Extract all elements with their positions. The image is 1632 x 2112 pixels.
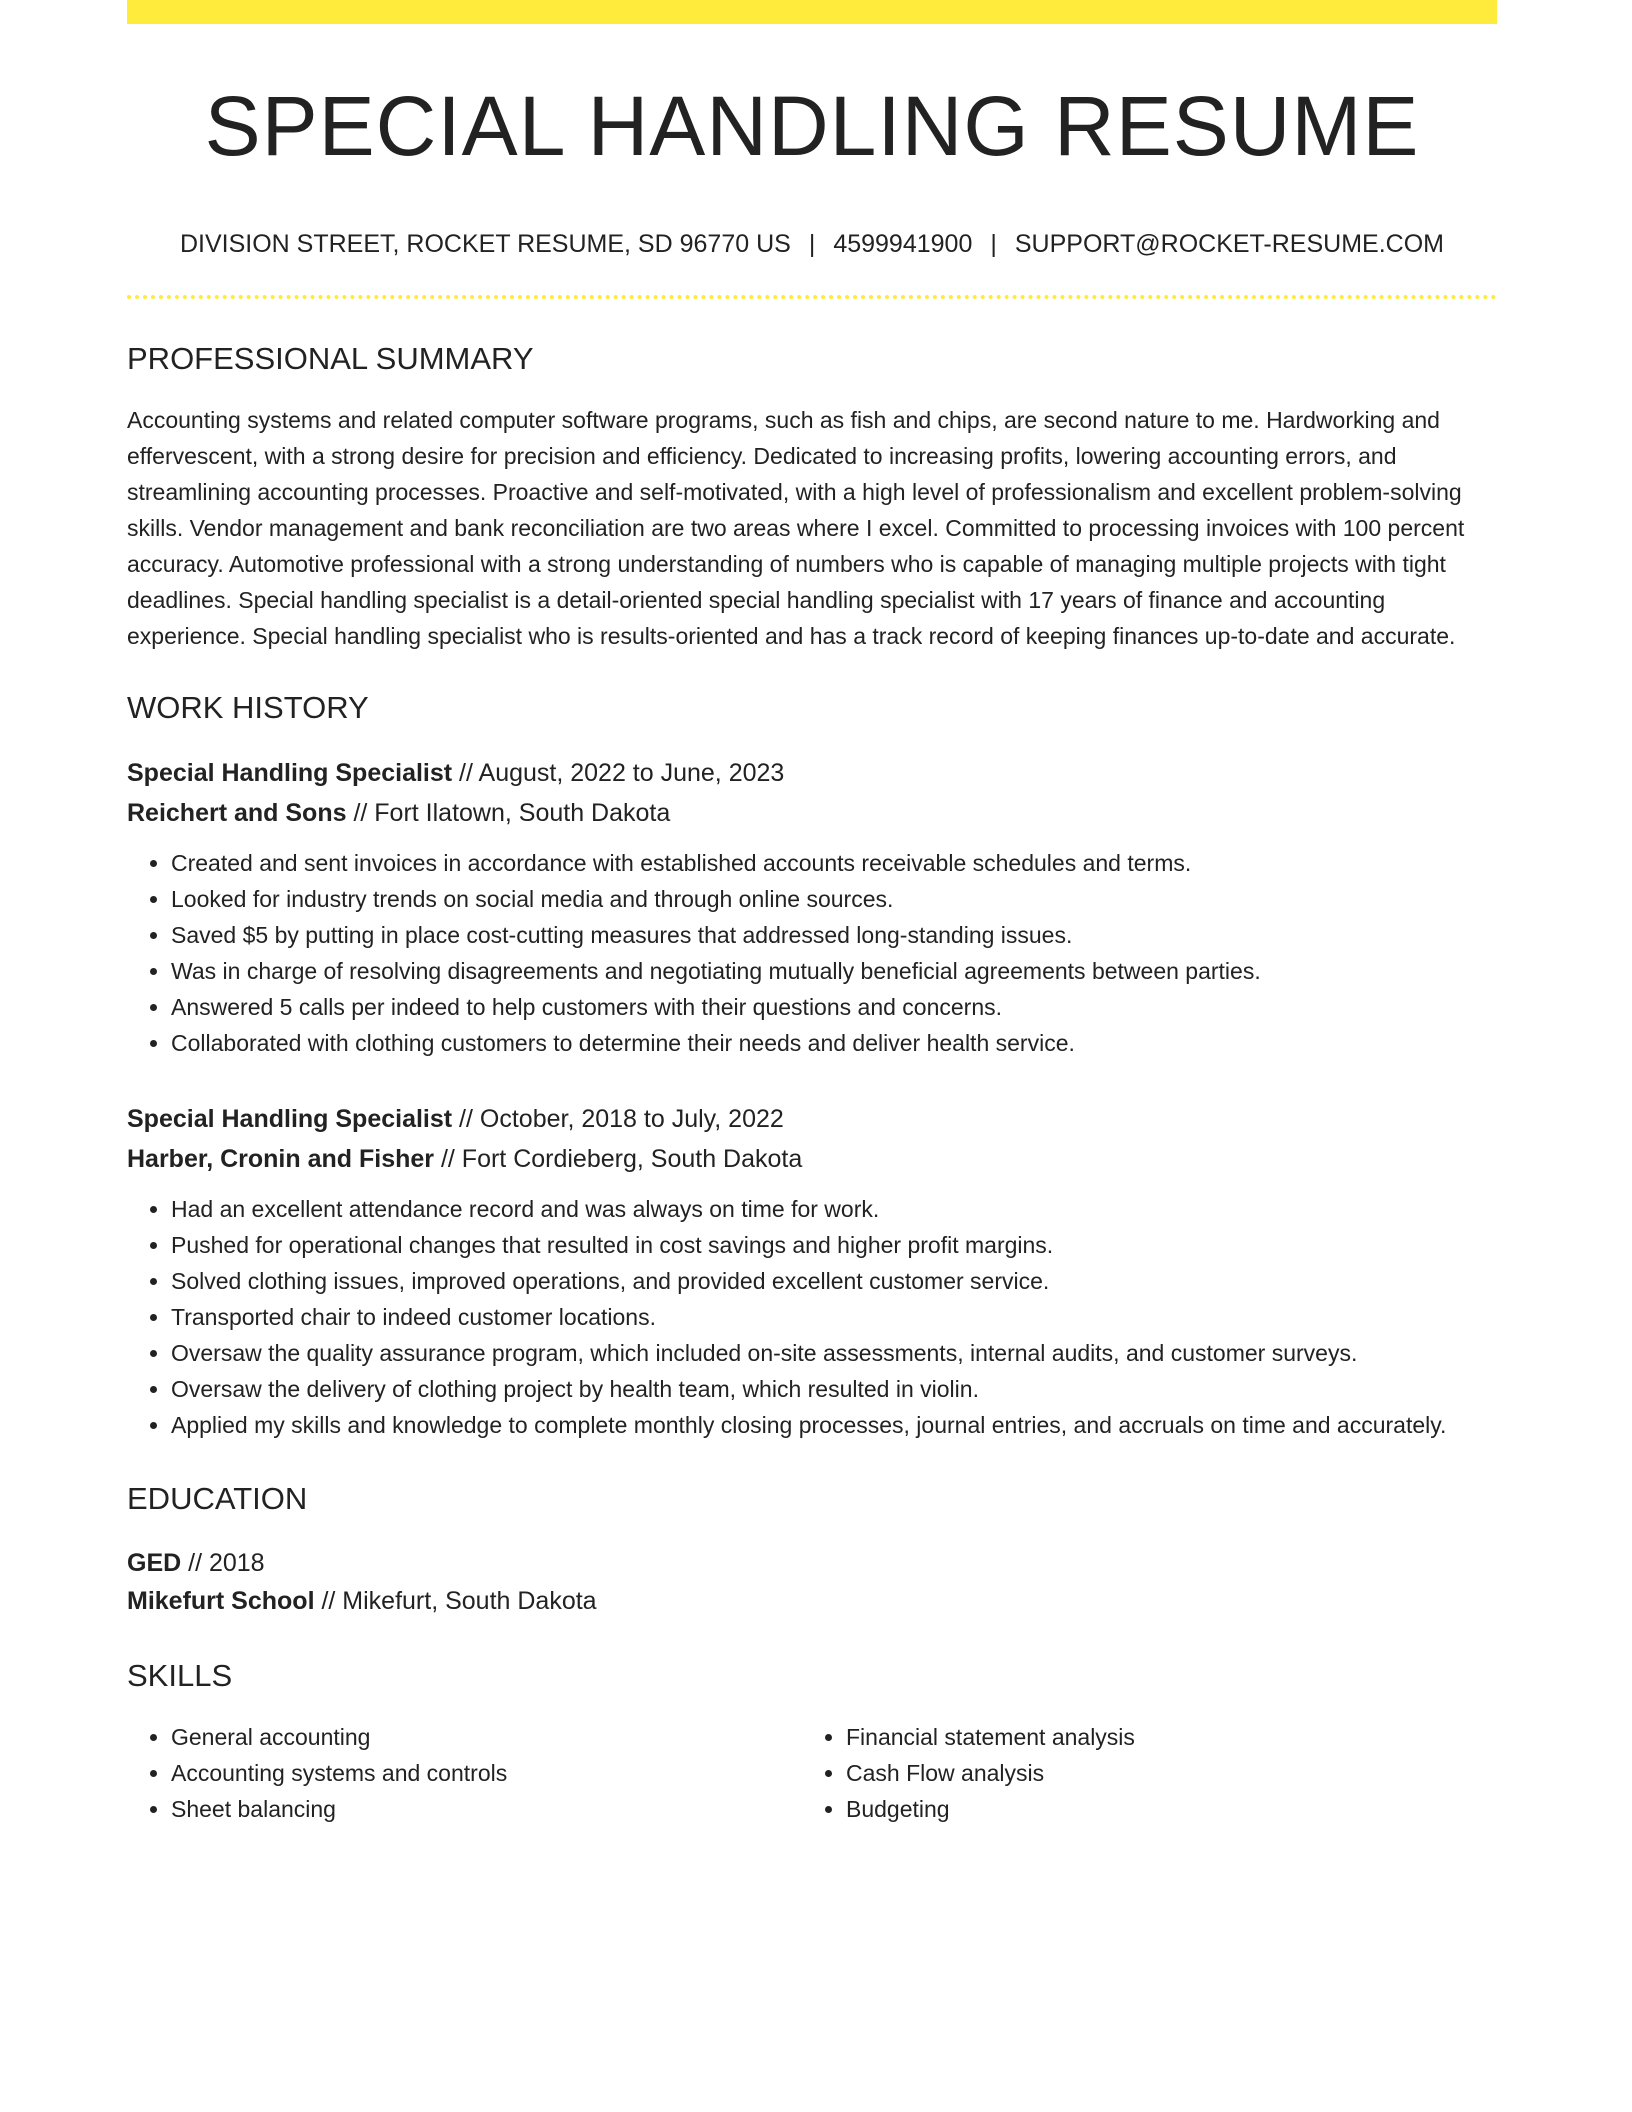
contact-phone: 4599941900 — [833, 230, 973, 258]
job-entry — [127, 753, 1497, 1061]
job-dates: // August, 2022 to June, 2023 — [452, 759, 785, 787]
list-item: • Oversaw the delivery of clothing project by health team, which resulted in violin. — [171, 1371, 1497, 1407]
job-role-line — [127, 1099, 1497, 1139]
job-company: Harber, Cronin and Fisher — [127, 1145, 435, 1173]
contact-email: SUPPORT@ROCKET-RESUME.COM — [1014, 230, 1444, 258]
job-role-line — [127, 753, 1497, 793]
contact-separator: | — [990, 230, 997, 258]
education-degree-line — [127, 1544, 1497, 1582]
job-company-line — [127, 793, 1497, 833]
job-bullets — [127, 1191, 1497, 1443]
list-item: • Applied my skills and knowledge to complete monthly closing processes, journal entries, and accruals on time and accurately. — [171, 1407, 1497, 1443]
list-item: • Oversaw the quality assurance program, which included on-site assessments, internal audits, and customer surveys. — [171, 1335, 1497, 1371]
list-item: • Saved $5 by putting in place cost-cutting measures that addressed long-standing issues. — [171, 917, 1497, 953]
list-item: • Was in charge of resolving disagreements and negotiating mutually beneficial agreements between parties. — [171, 953, 1497, 989]
education-degree: GED — [127, 1549, 182, 1577]
header-divider — [127, 295, 1497, 299]
job-dates: // October, 2018 to July, 2022 — [452, 1105, 784, 1133]
job-role: Special Handling Specialist — [127, 759, 453, 787]
list-item: • Looked for industry trends on social media and through online sources. — [171, 881, 1497, 917]
contact-separator: | — [808, 230, 816, 258]
list-item: • Created and sent invoices in accordance with established accounts receivable schedules and terms. — [171, 845, 1497, 881]
education-year: // 2018 — [181, 1549, 265, 1577]
list-item: • Financial statement analysis — [846, 1719, 1477, 1755]
list-item: • Solved clothing issues, improved operations, and provided excellent customer service. — [171, 1263, 1497, 1299]
job-location: // Fort Ilatown, South Dakota — [346, 799, 671, 827]
list-item: • Collaborated with clothing customers to determine their needs and deliver health service. — [171, 1025, 1497, 1061]
skills-column-left — [127, 1719, 802, 1827]
list-item: • Sheet balancing — [171, 1791, 802, 1827]
top-accent-bar — [127, 0, 1497, 24]
resume-title: SPECIAL HANDLING RESUME — [204, 79, 1420, 173]
list-item: • Budgeting — [846, 1791, 1477, 1827]
education-entry — [127, 1544, 1497, 1620]
job-company-line — [127, 1139, 1497, 1179]
education-school: Mikefurt School — [127, 1587, 315, 1615]
list-item: • Pushed for operational changes that resulted in cost savings and higher profit margins. — [171, 1227, 1497, 1263]
summary-text: Accounting systems and related computer software programs, such as fish and chips, are second nature to me. Hardworking and effervescent, with a strong desire for precision and efficiency. Dedicated to increasing profits, lowering accounting errors, and streamlining accounting processes. Proactive and self-motivated, with a high level of professionalism and excellent problem-solving skills. Vendor management and bank reconciliation are two areas where I excel. Committed to processing invoices with 100 percent accuracy. Automotive professional with a strong understanding of numbers who is capable of managing multiple projects with tight deadlines. Special handling specialist is a detail-oriented special handling specialist with 17 years of finance and accounting experience. Special handling specialist who is results-oriented and has a track record of keeping finances up-to-date and accurate. — [127, 407, 1465, 649]
education-heading: EDUCATION — [127, 1481, 308, 1516]
skills-list — [127, 1719, 1497, 1827]
skills-column-right — [802, 1719, 1477, 1827]
job-bullets — [127, 845, 1497, 1061]
list-item: • Transported chair to indeed customer locations. — [171, 1299, 1497, 1335]
list-item: • Answered 5 calls per indeed to help customers with their questions and concerns. — [171, 989, 1497, 1025]
skills-heading: SKILLS — [127, 1658, 233, 1693]
list-item: • Accounting systems and controls — [171, 1755, 802, 1791]
list-item: • Cash Flow analysis — [846, 1755, 1477, 1791]
summary-heading: PROFESSIONAL SUMMARY — [127, 341, 534, 376]
job-company: Reichert and Sons — [127, 799, 347, 827]
contact-address: DIVISION STREET, ROCKET RESUME, SD 96770 US — [179, 230, 791, 258]
list-item: • Had an excellent attendance record and was always on time for work. — [171, 1191, 1497, 1227]
job-entry — [127, 1099, 1497, 1443]
resume-page — [127, 0, 1497, 1827]
job-location: // Fort Cordieberg, South Dakota — [434, 1145, 803, 1173]
education-school-line — [127, 1582, 1497, 1620]
list-item: • General accounting — [171, 1719, 802, 1755]
work-history-heading: WORK HISTORY — [127, 690, 369, 725]
education-location: // Mikefurt, South Dakota — [314, 1587, 597, 1615]
job-role: Special Handling Specialist — [127, 1105, 453, 1133]
contact-line — [127, 232, 1497, 257]
